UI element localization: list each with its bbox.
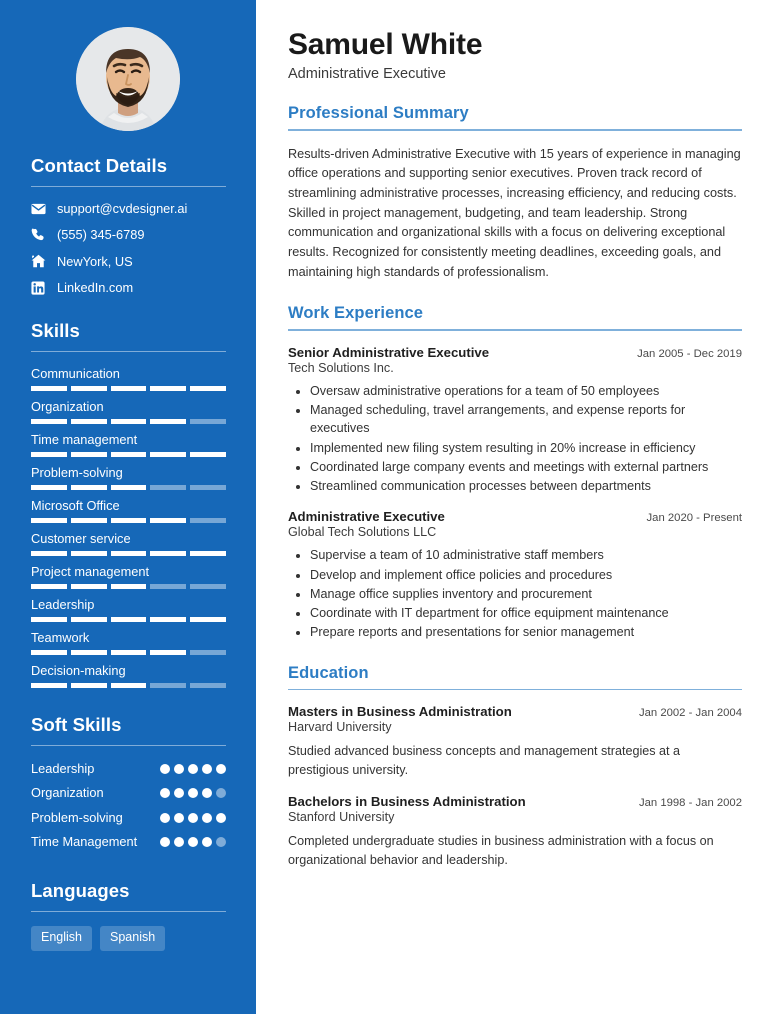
skill-label: Problem-solving <box>31 465 123 481</box>
education-entry-description: Studied advanced business concepts and management strategies at a prestigious university. <box>288 744 681 777</box>
avatar-container <box>0 0 256 155</box>
skill-segment <box>31 419 67 424</box>
sidebar <box>0 0 256 1014</box>
skill-segment <box>150 617 186 622</box>
contact-list <box>31 201 226 295</box>
skill-segment <box>111 617 147 622</box>
phone-icon <box>31 228 50 242</box>
skill-segment <box>31 617 67 622</box>
soft-skill-dot <box>174 764 184 774</box>
soft-skill-rating <box>160 833 226 847</box>
skill-label: Organization <box>31 399 104 415</box>
work-entry-org: Tech Solutions Inc. <box>288 360 394 375</box>
skill-segment <box>31 452 67 457</box>
soft-skill-item <box>31 784 226 801</box>
soft-skill-dot <box>160 813 170 823</box>
soft-skills-divider <box>31 745 226 746</box>
soft-skill-label: Time Management <box>31 834 138 850</box>
skill-segment <box>150 485 186 490</box>
skill-segment <box>190 551 226 556</box>
main-content <box>256 0 768 1014</box>
job-title: Administrative Executive <box>288 66 446 82</box>
education-entry-date: Jan 2002 - Jan 2004 <box>638 707 742 720</box>
skill-segment <box>111 683 147 688</box>
skill-segment <box>190 617 226 622</box>
skill-segment <box>71 683 107 688</box>
skill-segment <box>111 419 147 424</box>
work-experience-heading: Work Experience <box>288 304 424 323</box>
skills-heading: Skills <box>31 320 80 342</box>
skill-segment <box>150 386 186 391</box>
skill-segment <box>71 584 107 589</box>
soft-skills-section <box>0 714 256 850</box>
skill-level-bar <box>31 419 226 424</box>
home-icon <box>31 254 50 268</box>
skill-segment <box>31 551 67 556</box>
soft-skill-dot <box>188 813 198 823</box>
soft-skill-label: Problem-solving <box>31 809 123 825</box>
skill-segment <box>150 452 186 457</box>
soft-skill-dot <box>160 788 170 798</box>
page-title: Samuel White <box>288 28 483 61</box>
skill-segment <box>111 584 147 589</box>
work-bullet: • Manage office supplies inventory and procurement <box>310 585 742 603</box>
education-entry-header <box>288 794 742 809</box>
work-bullet: • Managed scheduling, travel arrangements, and expense reports for executives <box>310 401 742 438</box>
skill-segment <box>190 650 226 655</box>
work-entry <box>288 345 742 496</box>
skill-item <box>31 465 226 490</box>
education-divider <box>288 689 742 691</box>
skill-segment <box>71 551 107 556</box>
soft-skill-dot <box>174 788 184 798</box>
soft-skill-dot <box>188 788 198 798</box>
professional-summary-section <box>288 104 742 282</box>
skill-segment <box>111 386 147 391</box>
contact-divider <box>31 186 226 187</box>
skill-segment <box>150 584 186 589</box>
skill-label: Decision-making <box>31 663 126 679</box>
skill-segment <box>190 683 226 688</box>
skill-label: Customer service <box>31 531 131 547</box>
contact-location-text: NewYork, US <box>57 253 133 269</box>
work-bullet: • Develop and implement office policies and procedures <box>310 566 742 584</box>
soft-skills-heading: Soft Skills <box>31 714 122 736</box>
skill-segment <box>31 584 67 589</box>
skill-segment <box>71 485 107 490</box>
skill-segment <box>31 518 67 523</box>
skill-segment <box>111 650 147 655</box>
skill-segment <box>111 551 147 556</box>
skill-segment <box>31 683 67 688</box>
skill-item <box>31 663 226 688</box>
skill-item <box>31 432 226 457</box>
soft-skill-dot <box>202 788 212 798</box>
soft-skill-dot <box>188 837 198 847</box>
skill-level-bar <box>31 452 226 457</box>
soft-skill-item <box>31 833 226 850</box>
contact-heading: Contact Details <box>31 155 168 176</box>
work-entry-title: Administrative Executive <box>288 509 445 525</box>
professional-summary-heading: Professional Summary <box>288 104 469 122</box>
work-bullet: • Streamlined communication processes between departments <box>310 477 742 495</box>
languages-divider <box>31 911 226 912</box>
skill-segment <box>150 551 186 556</box>
contact-linkedin-text: LinkedIn.com <box>57 280 134 296</box>
skill-segment <box>71 386 107 391</box>
education-entry-org: Stanford University <box>288 809 395 824</box>
language-chip[interactable]: Spanish <box>100 926 165 951</box>
work-entry-bullets <box>288 382 742 496</box>
soft-skill-rating <box>160 784 226 798</box>
skill-level-bar <box>31 485 226 490</box>
soft-skill-dot <box>174 813 184 823</box>
education-entry-title: Masters in Business Administration <box>288 704 512 720</box>
contact-email-text: support@cvdesigner.ai <box>57 201 188 216</box>
skill-segment <box>150 650 186 655</box>
skill-segment <box>31 485 67 490</box>
skill-label: Microsoft Office <box>31 498 120 514</box>
contact-item-email[interactable] <box>31 201 226 216</box>
skill-item <box>31 498 226 523</box>
skill-segment <box>31 650 67 655</box>
work-bullet: • Supervise a team of 10 administrative staff members <box>310 546 742 564</box>
work-entry-header <box>288 509 742 524</box>
soft-skill-dot <box>188 764 198 774</box>
work-experience-section <box>288 304 742 641</box>
soft-skill-dot <box>174 837 184 847</box>
skills-section <box>0 320 256 688</box>
skill-segment <box>190 518 226 523</box>
soft-skill-dot <box>202 764 212 774</box>
work-experience-list <box>288 345 742 642</box>
skill-segment <box>71 419 107 424</box>
skill-item <box>31 630 226 655</box>
education-entry-title: Bachelors in Business Administration <box>288 793 526 809</box>
work-bullet: • Oversaw administrative operations for a team of 50 employees <box>310 382 742 400</box>
skill-segment <box>111 485 147 490</box>
skill-level-bar <box>31 683 226 688</box>
contact-item-location[interactable] <box>31 254 226 269</box>
skill-segment <box>150 518 186 523</box>
work-experience-divider <box>288 329 742 331</box>
soft-skill-dot <box>202 813 212 823</box>
skill-label: Leadership <box>31 597 95 613</box>
work-entry-title: Senior Administrative Executive <box>288 344 490 360</box>
skill-level-bar <box>31 518 226 523</box>
skill-level-bar <box>31 617 226 622</box>
soft-skill-rating <box>160 760 226 774</box>
skill-item <box>31 564 226 589</box>
soft-skill-item <box>31 809 226 826</box>
soft-skill-dot <box>216 813 226 823</box>
education-section <box>288 664 742 870</box>
skill-segment <box>31 386 67 391</box>
soft-skill-dot <box>216 764 226 774</box>
skill-segment <box>150 419 186 424</box>
skill-level-bar <box>31 551 226 556</box>
education-entry-description: Completed undergraduate studies in business administration with a focus on organizational behavior and leadership. <box>288 833 714 867</box>
skill-label: Communication <box>31 366 120 382</box>
soft-skill-dot <box>160 764 170 774</box>
skill-segment <box>190 419 226 424</box>
work-entry-org: Global Tech Solutions LLC <box>288 525 437 540</box>
skill-segment <box>190 386 226 391</box>
education-list <box>288 704 742 870</box>
skill-item <box>31 531 226 556</box>
avatar <box>76 27 180 131</box>
soft-skill-label: Leadership <box>31 761 95 777</box>
contact-item-phone[interactable] <box>31 227 226 242</box>
skill-item <box>31 399 226 424</box>
skill-segment <box>150 683 186 688</box>
skill-segment <box>190 584 226 589</box>
skills-divider <box>31 351 226 352</box>
contact-item-linkedin[interactable] <box>31 280 226 295</box>
skill-label: Time management <box>31 432 138 448</box>
soft-skill-item <box>31 760 226 777</box>
skill-item <box>31 366 226 391</box>
skill-segment <box>190 485 226 490</box>
skill-level-bar <box>31 584 226 589</box>
language-chip[interactable]: English <box>31 926 92 951</box>
education-heading: Education <box>288 663 369 682</box>
skill-segment <box>111 518 147 523</box>
contact-section <box>0 155 256 295</box>
education-entry-date: Jan 1998 - Jan 2002 <box>638 796 742 809</box>
professional-summary-divider <box>288 129 742 131</box>
work-entry-header <box>288 345 742 360</box>
education-entry <box>288 704 742 780</box>
contact-phone-text: (555) 345-6789 <box>57 227 145 243</box>
work-entry-bullets <box>288 546 742 641</box>
skill-segment <box>190 452 226 457</box>
skill-segment <box>111 452 147 457</box>
skill-segment <box>71 650 107 655</box>
soft-skill-dot <box>202 837 212 847</box>
skill-item <box>31 597 226 622</box>
soft-skill-dot <box>216 837 226 847</box>
work-entry <box>288 509 742 641</box>
skills-list <box>31 366 226 688</box>
soft-skill-dot <box>216 788 226 798</box>
education-entry <box>288 794 742 870</box>
skill-segment <box>71 617 107 622</box>
skill-segment <box>71 452 107 457</box>
work-bullet: • Implemented new filing system resulting in 20% increase in efficiency <box>310 439 742 457</box>
envelope-icon <box>31 203 50 215</box>
languages-section <box>0 880 256 951</box>
education-entry-header <box>288 704 742 719</box>
work-bullet: • Coordinate with IT department for office equipment maintenance <box>310 604 742 622</box>
work-entry-date: Jan 2020 - Present <box>646 512 742 525</box>
skill-level-bar <box>31 650 226 655</box>
skill-level-bar <box>31 386 226 391</box>
soft-skills-list <box>31 760 226 850</box>
soft-skill-rating <box>160 809 226 823</box>
skill-label: Teamwork <box>31 630 90 646</box>
languages-heading: Languages <box>31 880 130 902</box>
work-bullet: • Coordinated large company events and meetings with external partners <box>310 458 742 476</box>
professional-summary-text: Results-driven Administrative Executive with 15 years of experience in managing office operations and supporting senior executives. Proven track record of streamlining administrative processes, increasing efficiency, and reducing costs. Skilled in project management, budgeting, and team leadership. Strong communication and organizational skills with a focus on delivering exceptional results. Recognized for consistently meeting deadlines, exceeding goals, and maintaining high standards of professionalism. <box>288 146 741 279</box>
skill-label: Project management <box>31 564 150 580</box>
skill-segment <box>71 518 107 523</box>
soft-skill-dot <box>160 837 170 847</box>
work-bullet: • Prepare reports and presentations for senior management <box>310 623 742 641</box>
education-entry-org: Harvard University <box>288 720 392 735</box>
linkedin-icon <box>31 281 50 295</box>
language-chip-list <box>31 926 226 951</box>
soft-skill-label: Organization <box>31 785 104 801</box>
profile-photo-icon <box>76 27 180 131</box>
work-entry-date: Jan 2005 - Dec 2019 <box>637 347 742 360</box>
